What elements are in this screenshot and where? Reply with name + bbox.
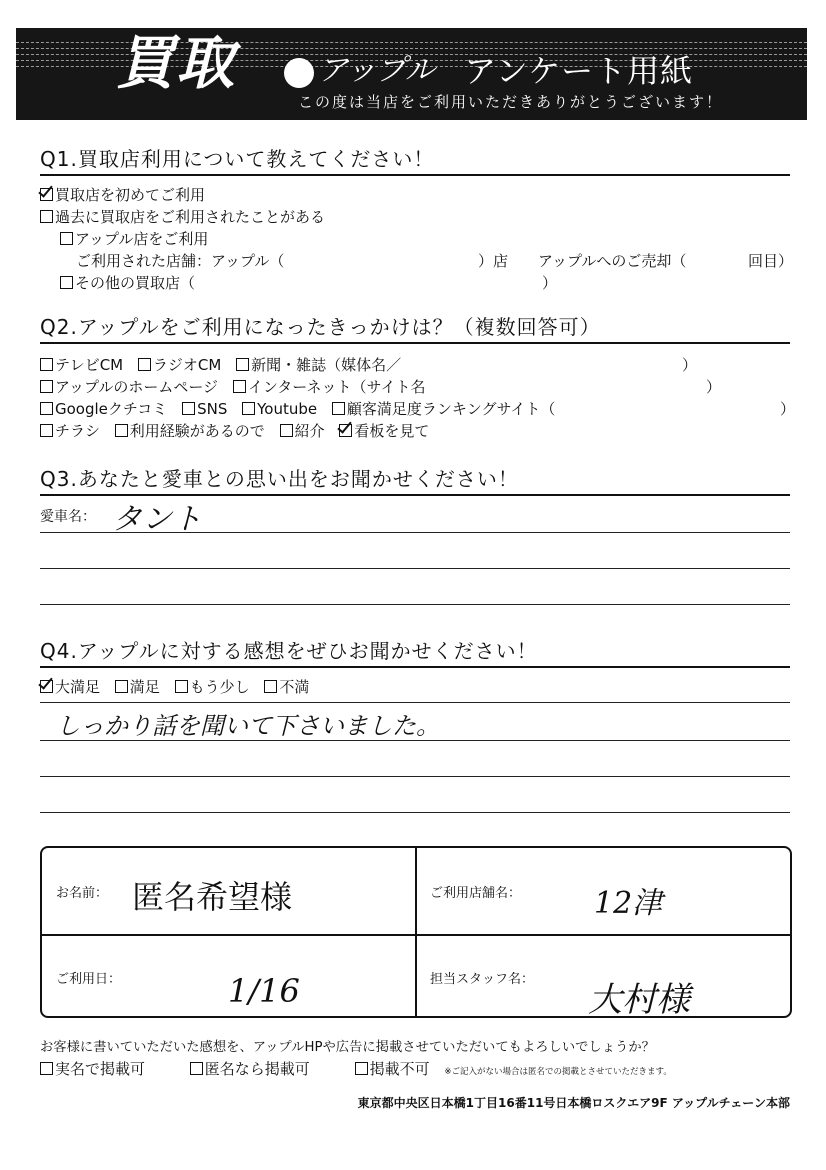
option-label: 掲載不可 <box>369 1060 430 1078</box>
name-label: お名前： <box>56 886 109 901</box>
q2-option-flyer[interactable] <box>40 420 100 442</box>
option-label: チラシ <box>55 422 101 440</box>
apple-logo-icon <box>284 58 314 88</box>
sell-count-suffix: 回目） <box>748 252 794 270</box>
checkbox[interactable] <box>60 276 73 289</box>
store-name-value[interactable]: 12津 <box>594 886 663 921</box>
q2-divider <box>40 342 790 344</box>
header-greeting: この度は当店をご利用いただきありがとうございます！ <box>298 93 724 111</box>
q2-option-google-reviews[interactable] <box>40 398 167 420</box>
option-label: もう少し <box>189 678 250 696</box>
q4-title: Q4.アップルに対する感想をぜひお聞かせください！ <box>40 639 538 663</box>
checkbox[interactable] <box>115 424 128 437</box>
q1-option-first-time[interactable] <box>40 184 205 206</box>
consent-question: お客様に書いていただいた感想を、アップルHPや広告に掲載させていただいてもよろしいでしょうか？ <box>40 1040 655 1055</box>
q2-option-internet[interactable] <box>233 376 426 398</box>
q4-comment[interactable]: しっかり話を聞いて下さいました。 <box>56 712 440 740</box>
footer-address: 東京都中央区日本橋1丁目16番11号日本橋ロスクエア9F アップルチェーン本部 <box>357 1096 790 1110</box>
option-label: アップルのホームページ <box>55 378 219 396</box>
q4-options <box>40 676 319 698</box>
answer-line <box>40 702 790 703</box>
checkbox[interactable] <box>264 680 277 693</box>
q2-option-referral[interactable] <box>280 420 325 442</box>
answer-line <box>40 776 790 777</box>
q2-row-1 <box>40 354 790 376</box>
option-label: 過去に買取店をご利用されたことがある <box>55 208 326 226</box>
option-label: インターネット（サイト名 <box>247 378 426 396</box>
option-label: 看板を見て <box>354 422 430 440</box>
option-label: 不満 <box>279 678 310 696</box>
option-label: 匿名なら掲載可 <box>204 1060 310 1078</box>
q4-option-satisfied[interactable] <box>115 676 160 698</box>
consent-options <box>40 1058 800 1083</box>
q4-option-unsatisfied[interactable] <box>264 676 309 698</box>
q2-option-ranking-site[interactable] <box>332 398 556 420</box>
checkbox[interactable] <box>332 402 345 415</box>
q1-divider <box>40 174 790 176</box>
checkbox[interactable] <box>40 1062 53 1075</box>
checkbox-checked[interactable] <box>339 424 352 437</box>
q2-row-4 <box>40 420 439 442</box>
q2-option-signboard[interactable] <box>339 420 429 442</box>
store-suffix: ）店 <box>478 252 509 270</box>
checkbox[interactable] <box>60 232 73 245</box>
consent-option-refuse[interactable] <box>355 1058 430 1080</box>
q2-row-3 <box>40 398 796 420</box>
q1-option-used-before[interactable] <box>40 206 325 228</box>
checkbox[interactable] <box>182 402 195 415</box>
answer-line <box>40 532 790 533</box>
option-label: SNS <box>197 400 228 418</box>
checkbox[interactable] <box>40 380 53 393</box>
option-label: Googleクチコミ <box>55 400 168 418</box>
q2-title: Q2.アップルをご利用になったきっかけは？（複数回答可） <box>40 315 601 339</box>
checkbox[interactable] <box>280 424 293 437</box>
q4-divider <box>40 666 790 668</box>
close-paren: ） <box>682 356 698 374</box>
checkbox[interactable] <box>115 680 128 693</box>
option-label: 満足 <box>129 678 160 696</box>
checkbox[interactable] <box>40 358 53 371</box>
q2-option-sns[interactable] <box>182 398 227 420</box>
consent-note: ※ご記入がない場合は匿名での掲載とさせていただきます。 <box>444 1067 672 1077</box>
q2-option-past-use[interactable] <box>115 420 265 442</box>
answer-line <box>40 604 790 605</box>
option-label: その他の買取店（ <box>75 274 196 292</box>
checkbox[interactable] <box>175 680 188 693</box>
staff-name-value[interactable]: 大村様 <box>588 980 690 1020</box>
q2-row-2 <box>40 376 790 398</box>
q2-option-radiocm[interactable] <box>138 354 221 376</box>
consent-option-real-name[interactable] <box>40 1058 145 1080</box>
car-name-label: 愛車名： <box>40 509 96 525</box>
date-value[interactable]: 1/16 <box>228 972 300 1010</box>
checkbox[interactable] <box>190 1062 203 1075</box>
checkbox[interactable] <box>236 358 249 371</box>
header-banner <box>16 28 807 120</box>
option-label: 紹介 <box>294 422 325 440</box>
checkbox[interactable] <box>40 402 53 415</box>
answer-line <box>40 568 790 569</box>
q2-option-homepage[interactable] <box>40 376 218 398</box>
option-label: 実名で掲載可 <box>55 1060 146 1078</box>
option-label: 新聞・雑誌（媒体名／ <box>251 356 402 374</box>
q4-option-very-satisfied[interactable] <box>40 676 100 698</box>
option-label: アップル店をご利用 <box>75 230 209 248</box>
close-paren: ） <box>780 400 796 418</box>
answer-line <box>40 812 790 813</box>
consent-option-anonymous[interactable] <box>190 1058 310 1080</box>
option-label: 買取店を初めてご利用 <box>55 186 206 204</box>
checkbox-checked[interactable] <box>40 188 53 201</box>
store-prefix: ご利用された店舗：アップル（ <box>76 252 285 270</box>
option-label: テレビCM <box>55 356 124 374</box>
date-label: ご利用日： <box>56 972 122 987</box>
option-label: 顧客満足度ランキングサイト（ <box>346 400 556 418</box>
checkbox[interactable] <box>40 424 53 437</box>
q2-option-tvcm[interactable] <box>40 354 123 376</box>
checkbox[interactable] <box>233 380 246 393</box>
header-brand: アップル <box>318 53 435 88</box>
q1-sub-apple[interactable] <box>60 228 208 250</box>
close-paren: ） <box>706 378 722 396</box>
sell-count-prefix: アップルへのご売却（ <box>538 252 687 270</box>
staff-name-label: 担当スタッフ名： <box>430 972 535 987</box>
info-table <box>40 846 792 1018</box>
q1-title: Q1.買取店利用について教えてください！ <box>40 147 435 171</box>
q3-title: Q3.あなたと愛車との思い出をお聞かせください！ <box>40 467 519 491</box>
checkbox[interactable] <box>242 402 255 415</box>
option-label: Youtube <box>257 400 318 418</box>
car-name-value[interactable]: タント <box>112 502 202 537</box>
q2-option-newspaper[interactable] <box>236 354 401 376</box>
q4-option-so-so[interactable] <box>175 676 250 698</box>
header-title-sub: アンケート用紙 <box>464 52 694 90</box>
checkbox[interactable] <box>40 210 53 223</box>
close-paren: ） <box>542 274 558 292</box>
q1-store-line <box>76 250 796 272</box>
name-value[interactable]: 匿名希望様 <box>132 878 293 916</box>
option-label: ラジオCM <box>152 356 222 374</box>
answer-line <box>40 740 790 741</box>
q2-option-youtube[interactable] <box>242 398 317 420</box>
option-label: 大満足 <box>55 678 101 696</box>
checkbox-checked[interactable] <box>40 680 53 693</box>
q1-sub-other[interactable] <box>60 272 560 294</box>
checkbox[interactable] <box>138 358 151 371</box>
header-title-main: 買取 <box>116 29 237 97</box>
option-label: 利用経験があるので <box>129 422 265 440</box>
store-name-label: ご利用店舗名： <box>430 886 522 901</box>
checkbox[interactable] <box>355 1062 368 1075</box>
